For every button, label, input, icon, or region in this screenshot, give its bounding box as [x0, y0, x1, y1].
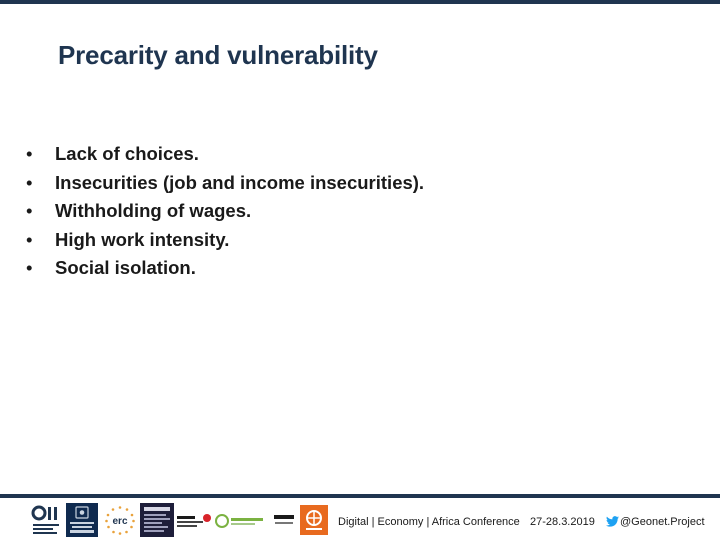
sa-partner-logo — [300, 505, 328, 535]
slide-title: Precarity and vulnerability — [58, 40, 378, 70]
green-partner-logo — [215, 513, 265, 529]
bullet-item — [26, 200, 424, 229]
partner-logo — [177, 513, 213, 529]
eth-logo — [272, 512, 296, 528]
bullet-marker: • — [26, 171, 33, 193]
bullet-item — [26, 143, 424, 172]
bullet-text: High work intensity. — [55, 228, 230, 250]
bullet-item — [26, 229, 424, 258]
twitter-icon — [606, 516, 619, 527]
bullet-item — [26, 257, 424, 286]
bullet-text: Withholding of wages. — [55, 200, 252, 221]
lsbc-logo — [140, 503, 174, 537]
twitter-handle[interactable]: @Geonet.Project — [620, 516, 705, 528]
bullet-marker: • — [26, 228, 33, 250]
bullet-text: Lack of choices. — [55, 143, 199, 164]
oxford-logo — [66, 503, 98, 537]
top-accent-bar — [0, 0, 720, 4]
bullet-text: Insecurities (job and income insecurities). — [55, 171, 425, 193]
bullet-marker: • — [26, 257, 33, 278]
bullet-list — [26, 143, 424, 286]
conference-dates: 27-28.3.2019 — [530, 516, 595, 528]
conference-name: Digital | Economy | Africa Conference — [338, 516, 520, 528]
oii-logo — [30, 503, 64, 537]
bullet-text: Social isolation. — [55, 257, 196, 278]
bullet-marker: • — [26, 143, 33, 164]
erc-logo — [104, 505, 136, 535]
footer-divider — [0, 494, 720, 498]
bullet-item — [26, 172, 424, 201]
bullet-marker: • — [26, 200, 33, 221]
svg-text:erc: erc — [112, 516, 128, 527]
